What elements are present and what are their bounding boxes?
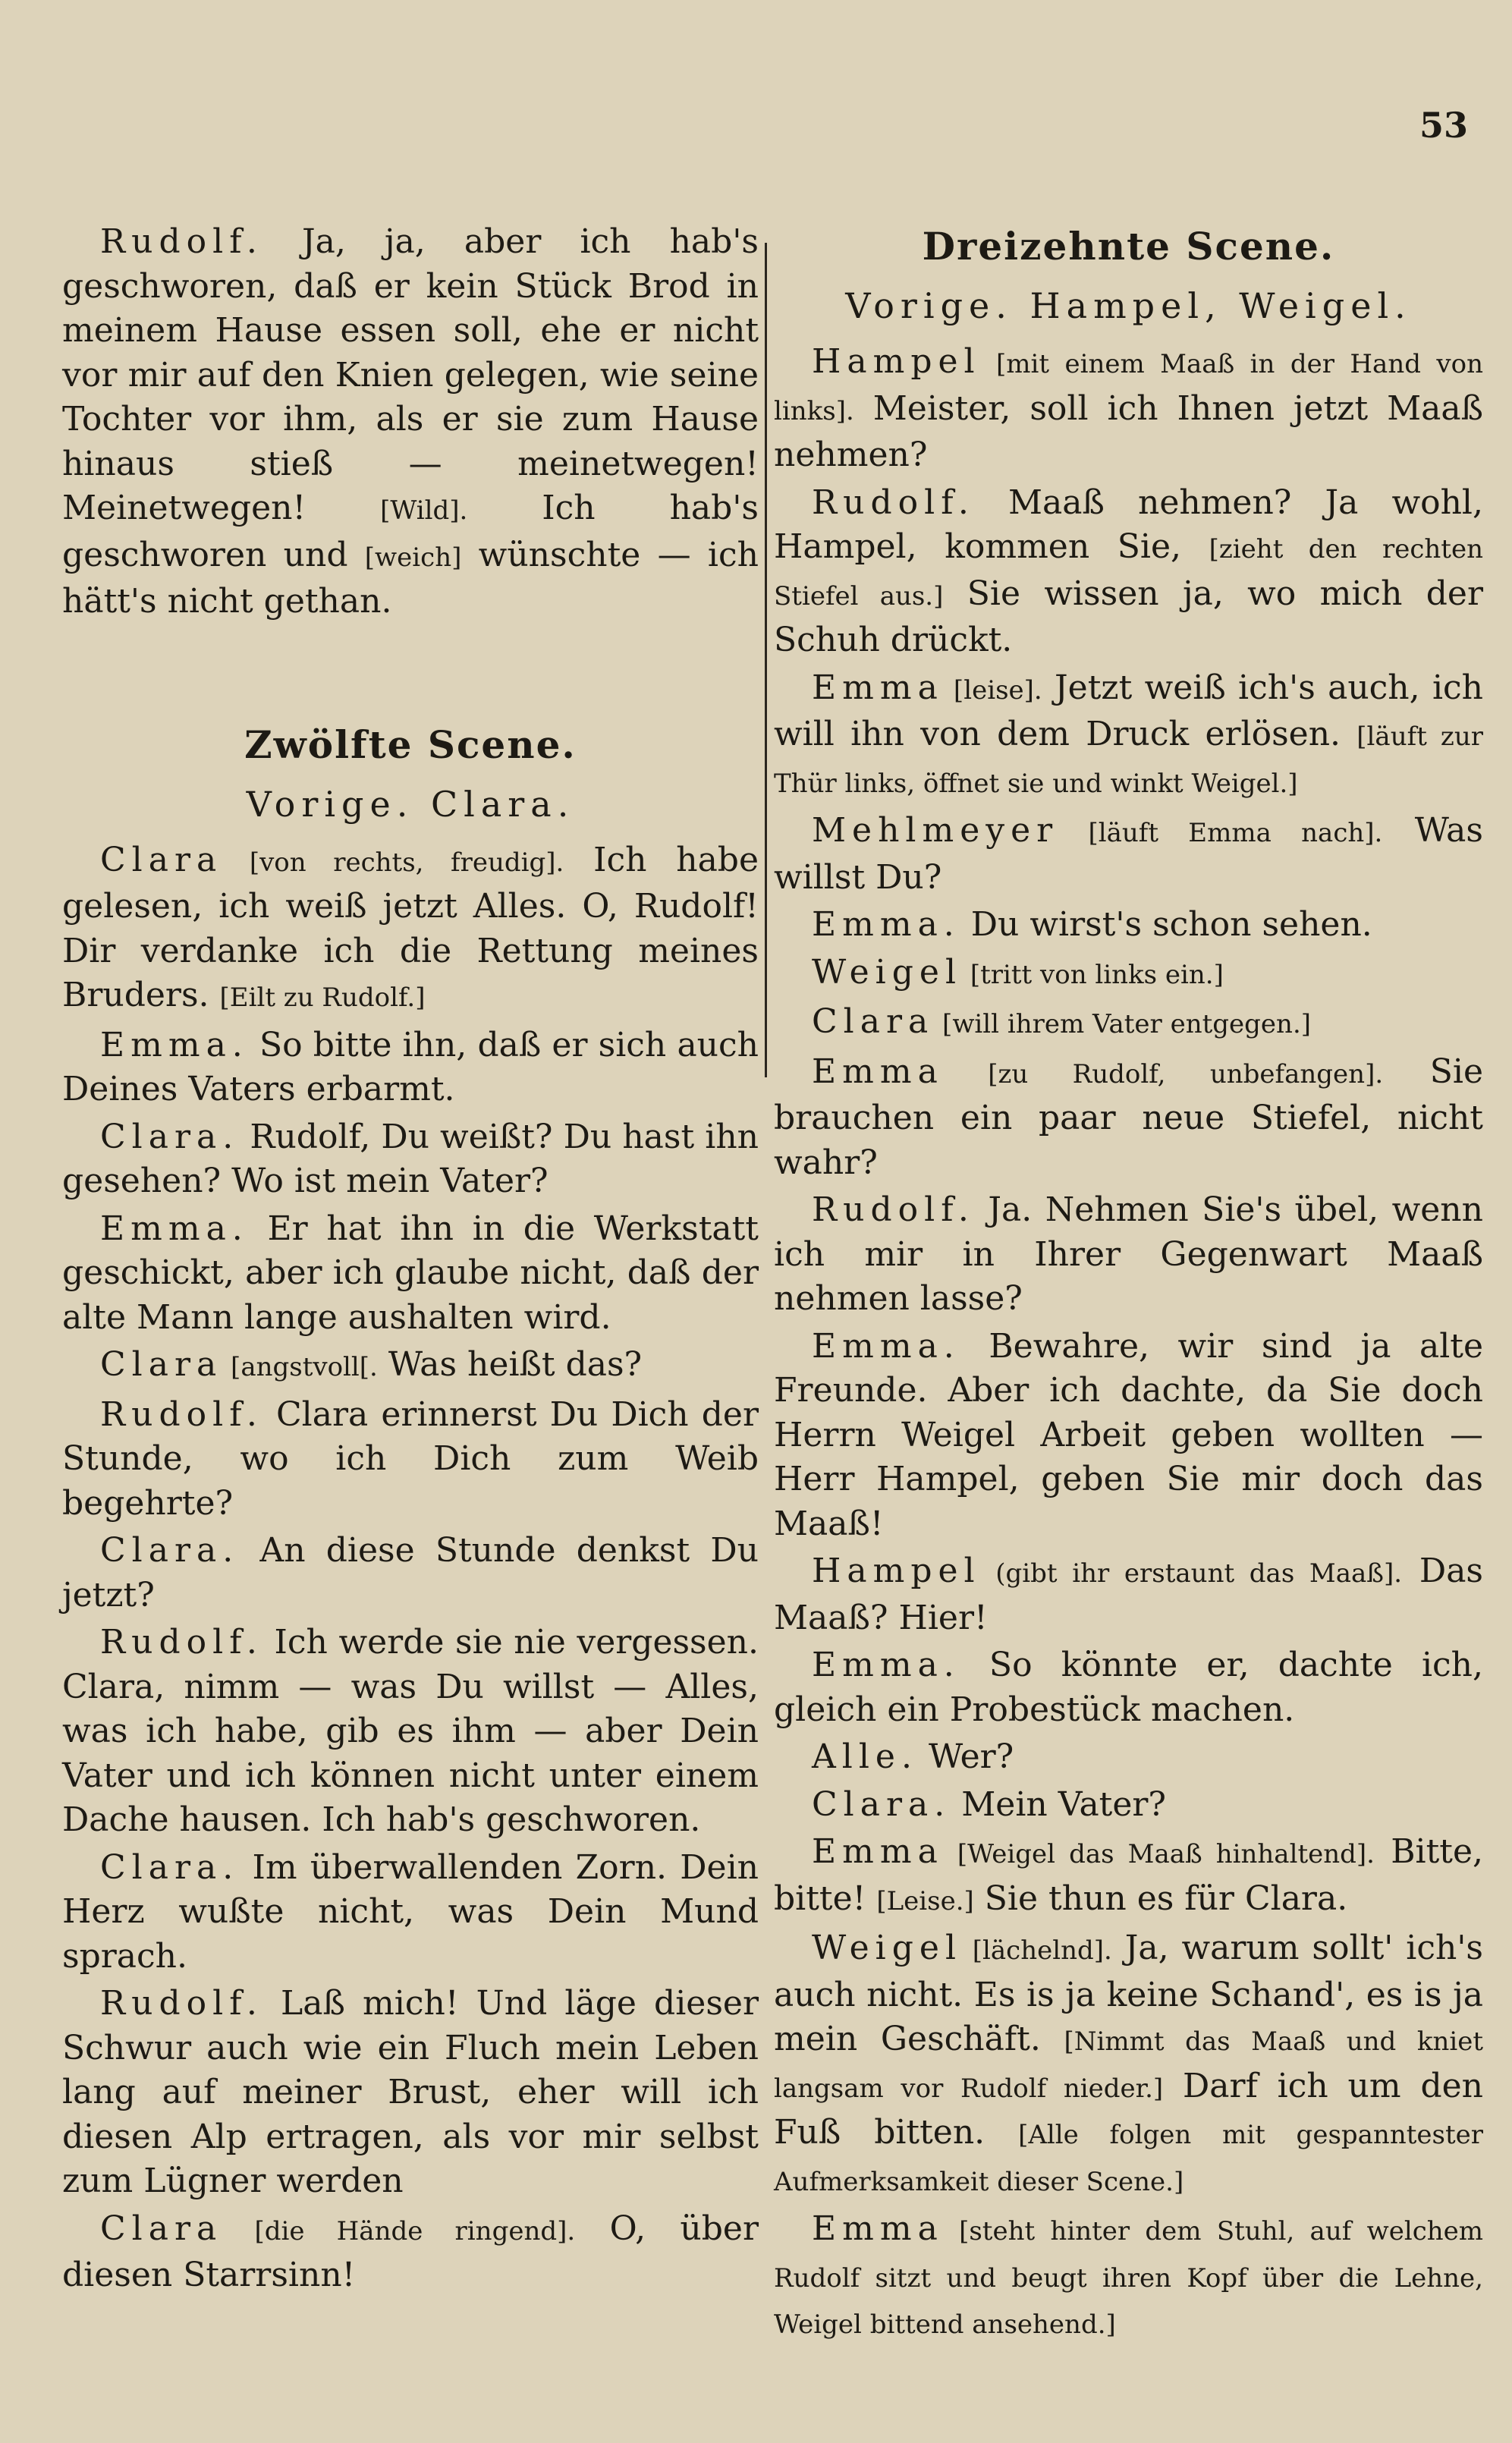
speaker-name: Clara [100, 840, 223, 879]
stage-direction: [mit einem Maaß in der Hand von links]. [774, 349, 1483, 426]
speech-text: Das Maaß? Hier! [774, 1552, 1484, 1637]
speech-paragraph [774, 1050, 1483, 1186]
speaker-name: Emma [812, 2209, 944, 2248]
speaker-name: Emma. [812, 905, 960, 944]
speaker-name: Emma. [100, 1209, 249, 1248]
speech-paragraph [774, 1643, 1483, 1732]
speech-paragraph [774, 1735, 1483, 1780]
speech-paragraph [774, 1830, 1483, 1923]
speech-text: Was heißt das? [377, 1345, 643, 1384]
speech-text: Bewahre, wir sind ja alte Freunde. Aber ich dachte, da Sie doch Herrn Weigel Arbeit geben wollten — Herr Hampel, geben Sie mir doch das Maaß! [774, 1326, 1483, 1543]
speech-paragraph [774, 1783, 1483, 1828]
stage-direction: [weich] [364, 542, 462, 573]
speech-paragraph [774, 1325, 1483, 1547]
stage-direction: [will ihrem Vater entgegen.] [934, 1009, 1312, 1039]
speaker-name: Clara. [812, 1784, 951, 1824]
cast-list: Vorige. Clara. [246, 783, 575, 825]
speaker-name: Rudolf. [100, 222, 263, 261]
speaker-name: Emma [812, 1832, 944, 1871]
speech-paragraph [774, 1000, 1483, 1047]
scene-heading: Zwölfte Scene. [244, 722, 577, 767]
speaker-name: Emma. [100, 1025, 249, 1064]
speech-text: Wer? [917, 1737, 1014, 1776]
speech-text: Meister, soll ich Ihnen jetzt Maaß nehmen? [774, 388, 1483, 474]
speaker-name: Alle. [812, 1737, 918, 1776]
speaker-name: Clara. [100, 1531, 240, 1570]
speech-text: Sie thun es für Clara. [973, 1879, 1348, 1918]
speech-paragraph [774, 1188, 1483, 1322]
stage-direction: [Nimmt das Maaß und kniet langsam vor Rudolf nieder.] [774, 2026, 1484, 2104]
column-divider [765, 243, 767, 1077]
left-column [62, 220, 759, 2301]
scene-heading: Dreizehnte Scene. [922, 224, 1335, 269]
speech-paragraph [774, 951, 1483, 998]
speech-text: Laß mich! Und läge dieser Schwur auch wie ein Fluch mein Leben lang auf meiner Brust, eher will ich diesen Alp ertragen, als vor mir selbst zum Lügner werden [62, 1984, 759, 2200]
stage-direction: [Weigel das Maaß hinhaltend]. [943, 1839, 1375, 1869]
stage-direction: [zieht den rechten Stiefel aus.] [774, 534, 1483, 612]
stage-direction: [läuft zur Thür links, öffnet sie und winkt Weigel.] [774, 722, 1483, 799]
right-column [774, 220, 1483, 2350]
speech-text: Was willst Du? [774, 811, 1483, 897]
speech-text: Sie brauchen ein paar neue Stiefel, nicht wahr? [774, 1052, 1483, 1182]
speech-paragraph [62, 1393, 759, 1526]
stage-direction: [die Hände ringend]. [222, 2215, 576, 2246]
stage-direction: [zu Rudolf, unbefangen]. [943, 1058, 1384, 1089]
speech-text: Ich habe gelesen, ich weiß jetzt Alles. O, Rudolf! Dir verdanke ich die Rettung meines Bruders. [62, 840, 759, 1014]
speaker-name: Emma. [812, 1646, 960, 1684]
speech-text: Ich werde sie nie vergessen. Clara, nimm — was Du willst — Alles, was ich habe, gib es ihm — aber Dein Vater und ich können nicht unter einem Dache hausen. Ich hab's geschworen. [62, 1623, 759, 1839]
speaker-name: Weigel [812, 952, 963, 992]
speech-text: Du wirst's schon sehen. [960, 905, 1372, 944]
speech-text: Rudolf, Du weißt? Du hast ihn gesehen? Wo ist mein Vater? [62, 1117, 759, 1200]
speaker-name: Weigel [812, 1929, 963, 1967]
speaker-name: Emma [812, 1052, 944, 1091]
speech-paragraph [62, 220, 759, 624]
speech-text: Ja. Nehmen Sie's übel, wenn ich mir in Ihrer Gegenwart Maaß nehmen lasse? [774, 1190, 1483, 1318]
speech-paragraph [62, 1621, 759, 1843]
speech-paragraph [62, 1343, 759, 1390]
speech-paragraph [774, 1926, 1483, 2204]
speech-paragraph [774, 666, 1483, 806]
speech-paragraph [62, 1529, 759, 1618]
speaker-name: Rudolf. [100, 1984, 263, 2023]
stage-direction: [Eilt zu Rudolf.] [219, 983, 426, 1013]
speaker-name: Clara [100, 2209, 223, 2248]
speaker-name: Emma [812, 668, 944, 707]
speech-paragraph [62, 838, 759, 1020]
stage-direction: [steht hinter dem Stuhl, auf welchem Rudolf sitzt und beugt ihren Kopf über die Lehne, Weigel bittend ansehend.] [774, 2216, 1483, 2340]
speech-text: Maaß nehmen? Ja wohl, Hampel, kommen Sie, [774, 483, 1483, 566]
speech-paragraph [62, 1982, 759, 2204]
speech-paragraph [62, 1846, 759, 1979]
speech-text: wünschte — ich hätt's nicht gethan. [62, 535, 759, 621]
speaker-name: Clara. [100, 1117, 240, 1156]
speaker-name: Rudolf. [812, 1190, 975, 1229]
speaker-name: Rudolf. [812, 483, 975, 522]
speaker-name: Rudolf. [100, 1394, 263, 1434]
speech-text: So könnte er, dachte ich, gleich ein Probestück machen. [774, 1646, 1483, 1729]
speaker-name: Mehlmeyer [812, 811, 1059, 850]
speech-text: Er hat ihn in die Werkstatt geschickt, aber ich glaube nicht, daß der alte Mann lange aushalten wird. [62, 1209, 759, 1337]
speech-paragraph [62, 2207, 759, 2298]
speech-paragraph [774, 340, 1483, 478]
stage-direction: [läuft Emma nach]. [1058, 818, 1383, 848]
stage-direction: (gibt ihr erstaunt das Maaß]. [980, 1558, 1403, 1589]
speech-text: Clara erinnerst Du Dich der Stunde, wo ich Dich zum Weib begehrte? [62, 1394, 759, 1523]
speech-text: Sie wissen ja, wo mich der Schuh drückt. [774, 574, 1483, 659]
speech-text: So bitte ihn, daß er sich auch Deines Vaters erbarmt. [62, 1025, 759, 1108]
speech-paragraph [774, 2207, 1483, 2347]
speech-text: Mein Vater? [951, 1784, 1167, 1824]
speech-paragraph [62, 1023, 759, 1112]
stage-direction: [angstvoll[. [222, 1352, 378, 1382]
speech-paragraph [62, 1115, 759, 1204]
speech-paragraph [774, 481, 1483, 663]
speaker-name: Clara [812, 1002, 935, 1041]
stage-direction: [Wild]. [380, 495, 468, 526]
speaker-name: Clara [100, 1345, 223, 1384]
stage-direction: [leise]. [943, 674, 1042, 706]
speech-text: Im überwallenden Zorn. Dein Herz wußte nicht, was Dein Mund sprach. [62, 1847, 759, 1976]
dialogue-list [62, 838, 759, 2298]
speaker-name: Emma. [812, 1326, 960, 1366]
speech-text: Jetzt weiß ich's auch, ich will ihn von dem Druck erlösen. [774, 668, 1483, 753]
cast-list: Vorige. Hampel, Weigel. [845, 285, 1412, 326]
speech-text: An diese Stunde denkst Du jetzt? [62, 1531, 759, 1615]
speech-paragraph [774, 903, 1483, 948]
speech-paragraph [62, 1207, 759, 1341]
dialogue-list [774, 340, 1483, 2347]
speech-text: Darf ich um den Fuß bitten. [774, 2066, 1483, 2152]
speech-text: O, über diesen Starrsinn! [62, 2209, 759, 2294]
speech-text: Ja, warum sollt' ich's auch nicht. Es is ja keine Schand', es is ja mein Geschäft. [774, 1929, 1484, 2058]
stage-direction: [tritt von links ein.] [962, 959, 1224, 990]
speaker-name: Clara. [100, 1847, 240, 1887]
stage-direction: [Alle folgen mit gespanntester Aufmerksamkeit dieser Scene.] [774, 2120, 1483, 2197]
speech-paragraph [774, 1549, 1483, 1640]
speech-paragraph [774, 809, 1483, 900]
speaker-name: Hampel [812, 342, 981, 381]
stage-direction: [Leise.] [876, 1885, 974, 1916]
page-number: 53 [1419, 105, 1468, 146]
stage-direction: [lächelnd]. [962, 1935, 1112, 1966]
speech-text: Bitte, bitte! [774, 1832, 1484, 1918]
speaker-name: Hampel [812, 1552, 981, 1590]
speech-text: Ich hab's geschworen und [62, 489, 759, 574]
speaker-name: Rudolf. [100, 1623, 263, 1662]
speech-text: Ja, ja, aber ich hab's geschworen, daß er kein Stück Brod in meinem Hause essen soll, ehe er nicht vor mir auf den Knien gelegen, wie seine Tochter vor ihm, als er sie zum Hause hinaus stieß — meinetwegen! Meinetwegen! [62, 222, 759, 527]
stage-direction: [von rechts, freudig]. [222, 847, 564, 878]
